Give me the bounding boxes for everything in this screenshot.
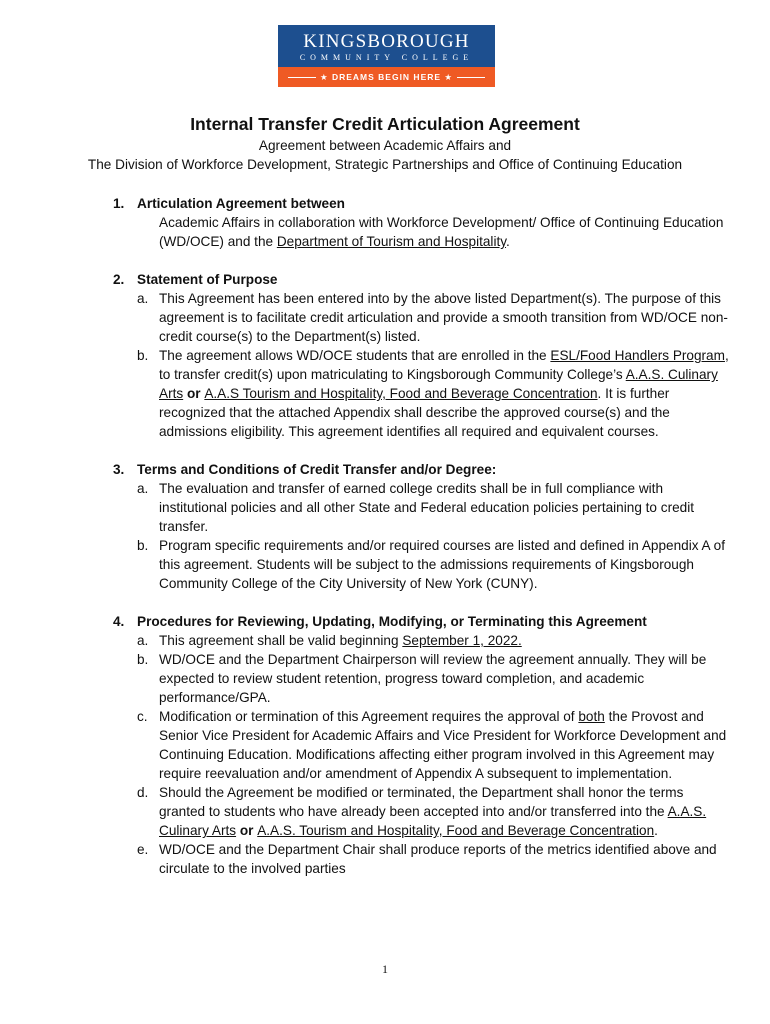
item-label: b.: [137, 538, 149, 553]
section-4-heading: [113, 612, 733, 631]
emphasis-both: both: [578, 709, 605, 724]
document-title: Internal Transfer Credit Articulation Agreement: [190, 114, 580, 134]
item-label: d.: [137, 785, 149, 800]
item-label: a.: [137, 633, 149, 648]
item-label: a.: [137, 291, 149, 306]
program-link[interactable]: ESL/Food Handlers Program: [550, 348, 725, 363]
item-label: b.: [137, 348, 149, 363]
item-label: a.: [137, 481, 149, 496]
subtitle-line-1: Agreement between Academic Affairs and: [258, 138, 512, 153]
text-run: This agreement shall be valid beginning: [159, 633, 403, 648]
text-run: Modification or termination of this Agreement requires the approval of: [159, 709, 579, 724]
item-label: b.: [137, 652, 149, 667]
section-4-title: Procedures for Reviewing, Updating, Modifying, or Terminating this Agreement: [137, 614, 647, 629]
text-run: .: [654, 823, 658, 838]
text-run: , to transfer credit(s) upon matriculating to Kingsborough Community College’s: [159, 348, 729, 382]
section-1-title: Articulation Agreement between: [137, 196, 345, 211]
section-1-body: [113, 213, 733, 251]
section-4-item-a: [113, 631, 733, 650]
item-label: e.: [137, 842, 149, 857]
section-1-heading: [113, 194, 733, 213]
logo-subtitle: COMMUNITY COLLEGE: [299, 53, 474, 62]
logo-rule-right: [457, 77, 485, 78]
logo-blue-band: [278, 25, 495, 67]
item-text: Program specific requirements and/or required courses are listed and defined in Appendix A of this agreement. Students will be subject to the admissions requirements of Kingsborough Community College of the City University of New York (CUNY).: [159, 538, 725, 591]
item-label: c.: [137, 709, 148, 724]
section-4: [113, 612, 733, 878]
start-date: September 1, 2022.: [402, 633, 522, 648]
section-1-number: 1.: [113, 196, 125, 211]
item-text: WD/OCE and the Department Chairperson will review the agreement annually. They will be expected to review student retention, progress toward completion, and academic performance/GPA.: [159, 652, 707, 705]
tourism-link[interactable]: A.A.S Tourism and Hospitality, Food and Beverage Concentration: [204, 386, 598, 401]
section-2-item-a: [113, 289, 733, 346]
section-3-number: 3.: [113, 462, 125, 477]
section-2-number: 2.: [113, 272, 125, 287]
section-4-item-d: [113, 783, 733, 840]
section-4-number: 4.: [113, 614, 125, 629]
culinary-arts-link[interactable]: A.A.S. Culinary Arts: [159, 367, 718, 401]
section-2: [113, 270, 733, 441]
section-2-title: Statement of Purpose: [137, 272, 278, 287]
logo-tagline: ★ DREAMS BEGIN HERE ★: [319, 72, 454, 82]
text-run: the Provost and Senior Vice President for Academic Affairs and Vice President for Workforce Development and Continuing Education. Modifications affecting either program involved in this Agreement may require reevaluation and/or amendment of Appendix A subsequent to implementation.: [159, 709, 727, 781]
section-4-item-e: [113, 840, 733, 878]
section-3: [113, 460, 733, 593]
section-4-item-b: [113, 650, 733, 707]
section-3-heading: [113, 460, 733, 479]
culinary-arts-link[interactable]: A.A.S. Culinary Arts: [159, 804, 707, 838]
text-run: The agreement allows WD/OCE students that are enrolled in the: [159, 348, 551, 363]
section-2-heading: [113, 270, 733, 289]
kingsborough-logo: [278, 25, 495, 87]
item-text: [159, 631, 733, 650]
or-text: or: [236, 823, 258, 838]
section-1: [113, 194, 733, 251]
item-text: [159, 707, 733, 783]
item-text: This Agreement has been entered into by the above listed Department(s). The purpose of this agreement is to facilitate credit articulation and provide a smooth transition from WD/OCE non-credit course(s) to the Department(s) listed.: [159, 291, 728, 344]
section-4-item-c: [113, 707, 733, 783]
text-run: . It is further recognized that the attached Appendix shall describe the approved course(s) and the admissions eligibility. This agreement identifies all required and equivalent courses.: [159, 386, 670, 439]
department-link[interactable]: Department of Tourism and Hospitality: [276, 234, 507, 249]
item-text: The evaluation and transfer of earned college credits shall be in full compliance with institutional policies and all other State and Federal education policies pertaining to credit transfer.: [159, 481, 695, 534]
item-text: [159, 346, 733, 441]
section-3-item-a: [113, 479, 733, 536]
logo-rule-left: [288, 77, 316, 78]
section-1-text-end: .: [506, 234, 510, 249]
logo-orange-band: [278, 67, 495, 87]
subtitle-line-2: The Division of Workforce Development, Strategic Partnerships and Office of Continuing Education: [87, 157, 683, 172]
logo-name: KINGSBOROUGH: [303, 31, 470, 52]
item-text: [159, 783, 733, 840]
section-2-item-b: [113, 346, 733, 441]
or-text: or: [183, 386, 205, 401]
section-3-title: Terms and Conditions of Credit Transfer and/or Degree:: [137, 462, 497, 477]
text-run: Should the Agreement be modified or terminated, the Department shall honor the terms granted to students who have already been accepted into and/or transferred into the: [159, 785, 684, 819]
section-1-text: Academic Affairs in collaboration with Workforce Development/ Office of Continuing Education (WD/OCE) and the: [159, 215, 724, 249]
page-number: 1: [382, 962, 388, 976]
tourism-link[interactable]: A.A.S. Tourism and Hospitality, Food and Beverage Concentration: [257, 823, 655, 838]
section-3-item-b: [113, 536, 733, 593]
item-text: WD/OCE and the Department Chair shall produce reports of the metrics identified above and circulate to the involved parties: [159, 842, 717, 876]
